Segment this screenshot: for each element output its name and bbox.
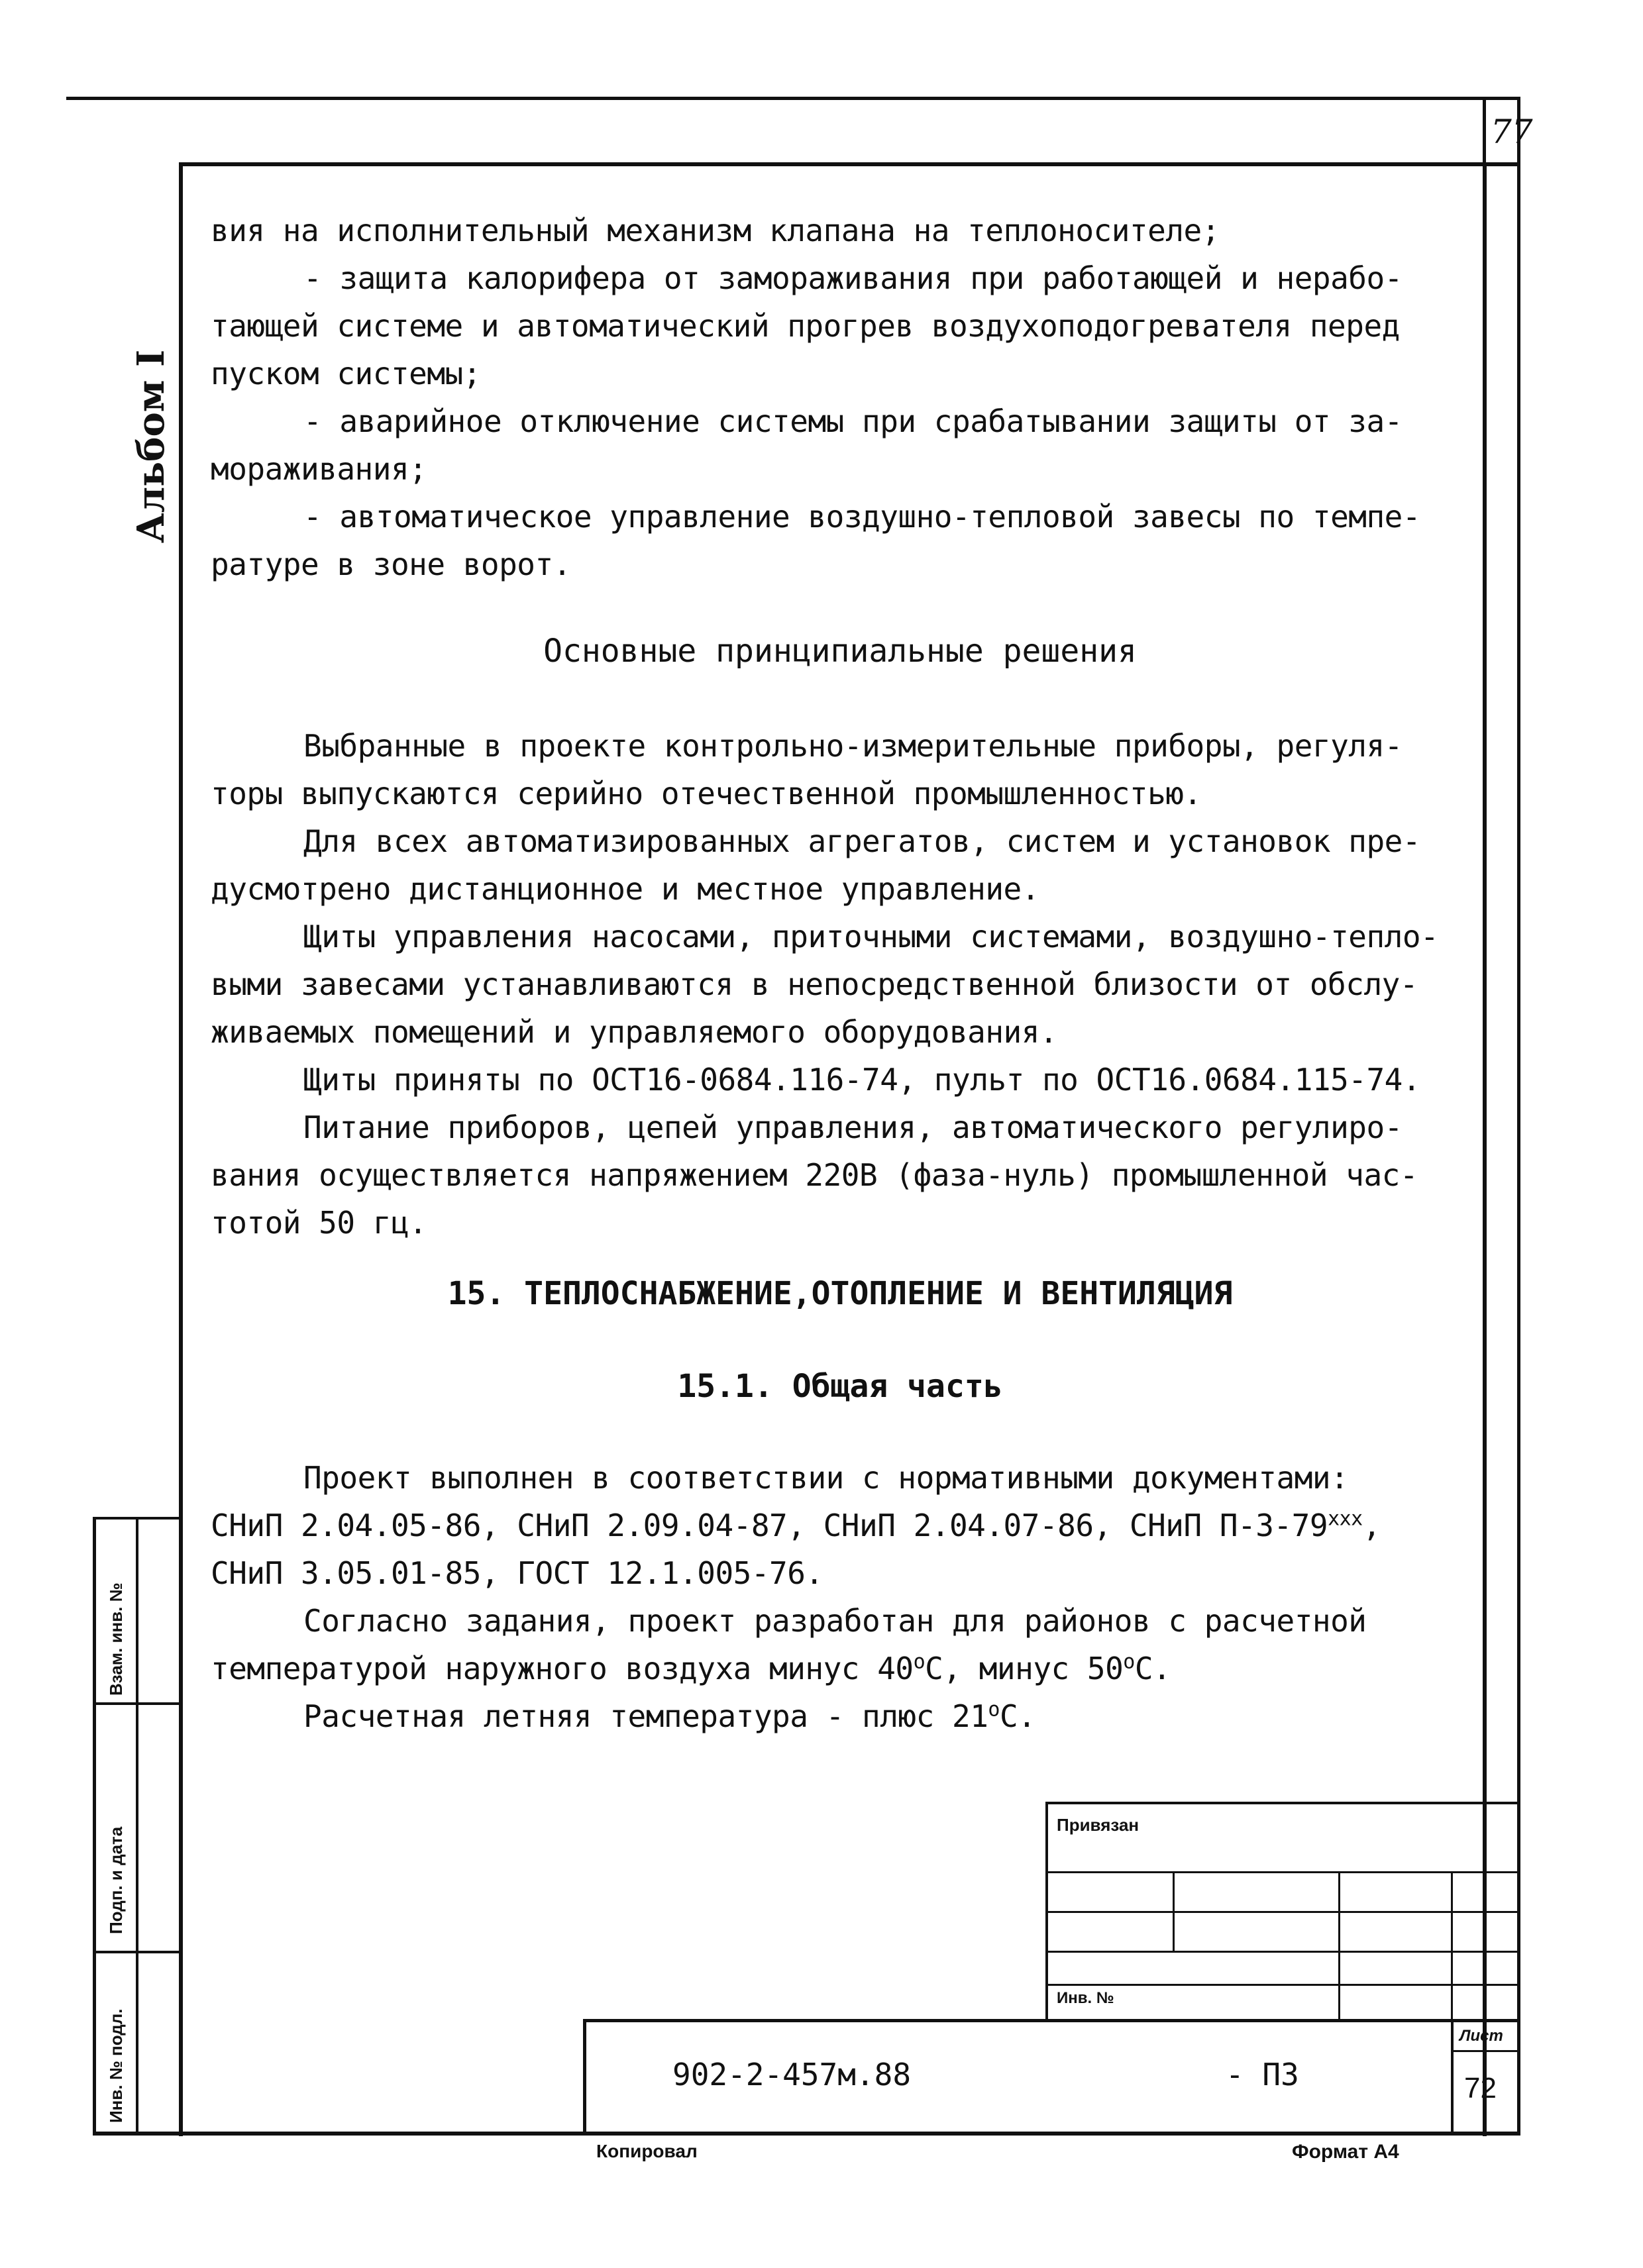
text-line: - аварийное отключение системы при срабатывании защиты от за-: [303, 403, 1403, 439]
stamp-main-top: [583, 2019, 1520, 2022]
tb-col1: [1173, 1871, 1175, 1951]
text-line: вания осуществляется напряжением 220В (фаза-нуль) промышленной час-: [211, 1157, 1418, 1193]
text-line: Выбранные в проекте контрольно-измерительные приборы, регуля-: [303, 728, 1403, 764]
text-line: Расчетная летняя температура - плюс $21^оС$.: [303, 1698, 1036, 1734]
doc-code: 902-2-457м.88: [672, 2057, 912, 2092]
copied-label: Копировал: [596, 2141, 698, 2161]
stamp-main-left: [583, 2019, 586, 2136]
text-line: дусмотрено дистанционное и местное управление.: [211, 871, 1039, 907]
tb-col2: [1338, 1871, 1340, 2020]
text-line: пуском системы;: [211, 356, 481, 391]
text-line: температурой наружного воздуха минус $40^оС$, минус $50^оС$.: [211, 1650, 1171, 1686]
stamp-div1: [93, 1702, 182, 1705]
tb-row2: [1045, 1911, 1520, 1913]
tb-row4: [1045, 1984, 1520, 1986]
doc-mark: - ПЗ: [1226, 2057, 1299, 2092]
text-line: ратуре в зоне ворот.: [211, 546, 571, 582]
inv-no-label: Инв. №: [1057, 1989, 1114, 2007]
section-title: 15. ТЕПЛОСНАБЖЕНИЕ,ОТОПЛЕНИЕ И ВЕНТИЛЯЦИЯ: [447, 1275, 1233, 1312]
tb-top: [1045, 1802, 1520, 1804]
text-line: - автоматическое управление воздушно-тепловой завесы по темпе-: [303, 499, 1421, 535]
text-line: вия на исполнительный механизм клапана на теплоносителе;: [211, 213, 1220, 248]
text-line: - защита калорифера от замораживания при работающей и нерабо-: [303, 260, 1403, 296]
stamp-top: [93, 1517, 182, 1520]
text-line: выми завесами устанавливаются в непосредственной близости от обслу-: [211, 966, 1418, 1002]
text-line: тотой 50 гц.: [211, 1205, 427, 1241]
stamp-left: [93, 1517, 96, 2136]
text-line: Согласно задания, проект разработан для районов с расчетной: [303, 1603, 1367, 1639]
stamp-div2: [93, 1951, 182, 1953]
text-line: тающей системе и автоматический прогрев воздухоподогревателя перед: [211, 308, 1400, 344]
decisions-text: [211, 722, 1522, 1247]
text-line: живаемых помещений и управляемого оборудования.: [211, 1014, 1058, 1050]
sheet-number: 72: [1464, 2072, 1497, 2104]
sheet-label: Лист: [1459, 2027, 1503, 2045]
frame-bottom: [93, 2132, 1520, 2136]
tb-col3: [1451, 1871, 1453, 2020]
text-line: СНиП 3.05.01-85, ГОСТ 12.1.005-76.: [211, 1555, 823, 1591]
text-line: Питание приборов, цепей управления, автоматического регулиро-: [303, 1109, 1403, 1145]
general-text: [211, 1454, 1522, 1740]
frame-left: [179, 162, 183, 2136]
heading-main-decisions: Основные принципиальные решения: [543, 633, 1137, 670]
text-line: СНиП 2.04.05-86, СНиП 2.09.04-87, СНиП 2.04.07-86, СНиП $П-3-79^{ххх}$,: [211, 1507, 1381, 1543]
text-line: торы выпускаются серийно отечественной промышленностью.: [211, 776, 1202, 811]
stamp-mid: [136, 1517, 138, 2136]
text-line: мораживания;: [211, 451, 427, 487]
top-rule: [66, 97, 1520, 100]
tb-row1: [1045, 1871, 1520, 1873]
intro-list: [211, 207, 1522, 588]
corner-box-left: [1483, 97, 1486, 163]
subsection-title: 15.1. Общая часть: [677, 1368, 1003, 1405]
frame-top: [179, 162, 1520, 166]
text-line: Для всех автоматизированных агрегатов, систем и установок пре-: [303, 823, 1421, 859]
text-line: Щиты приняты по ОСТ16-0684.116-74, пульт по ОСТ16.0684.115-74.: [303, 1062, 1421, 1098]
stamp-sheet-left: [1451, 2019, 1454, 2136]
format-label: Формат А4: [1292, 2141, 1399, 2163]
privyazan-label: Привязан: [1057, 1815, 1140, 1835]
text-line: Щиты управления насосами, приточными системами, воздушно-тепло-: [303, 919, 1439, 954]
tb-row3: [1045, 1951, 1520, 1953]
text-line: Проект выполнен в соответствии с нормативными документами:: [303, 1460, 1349, 1496]
stamp-sheet-div: [1451, 2050, 1520, 2052]
corner-sheet-number: 77: [1491, 113, 1533, 151]
